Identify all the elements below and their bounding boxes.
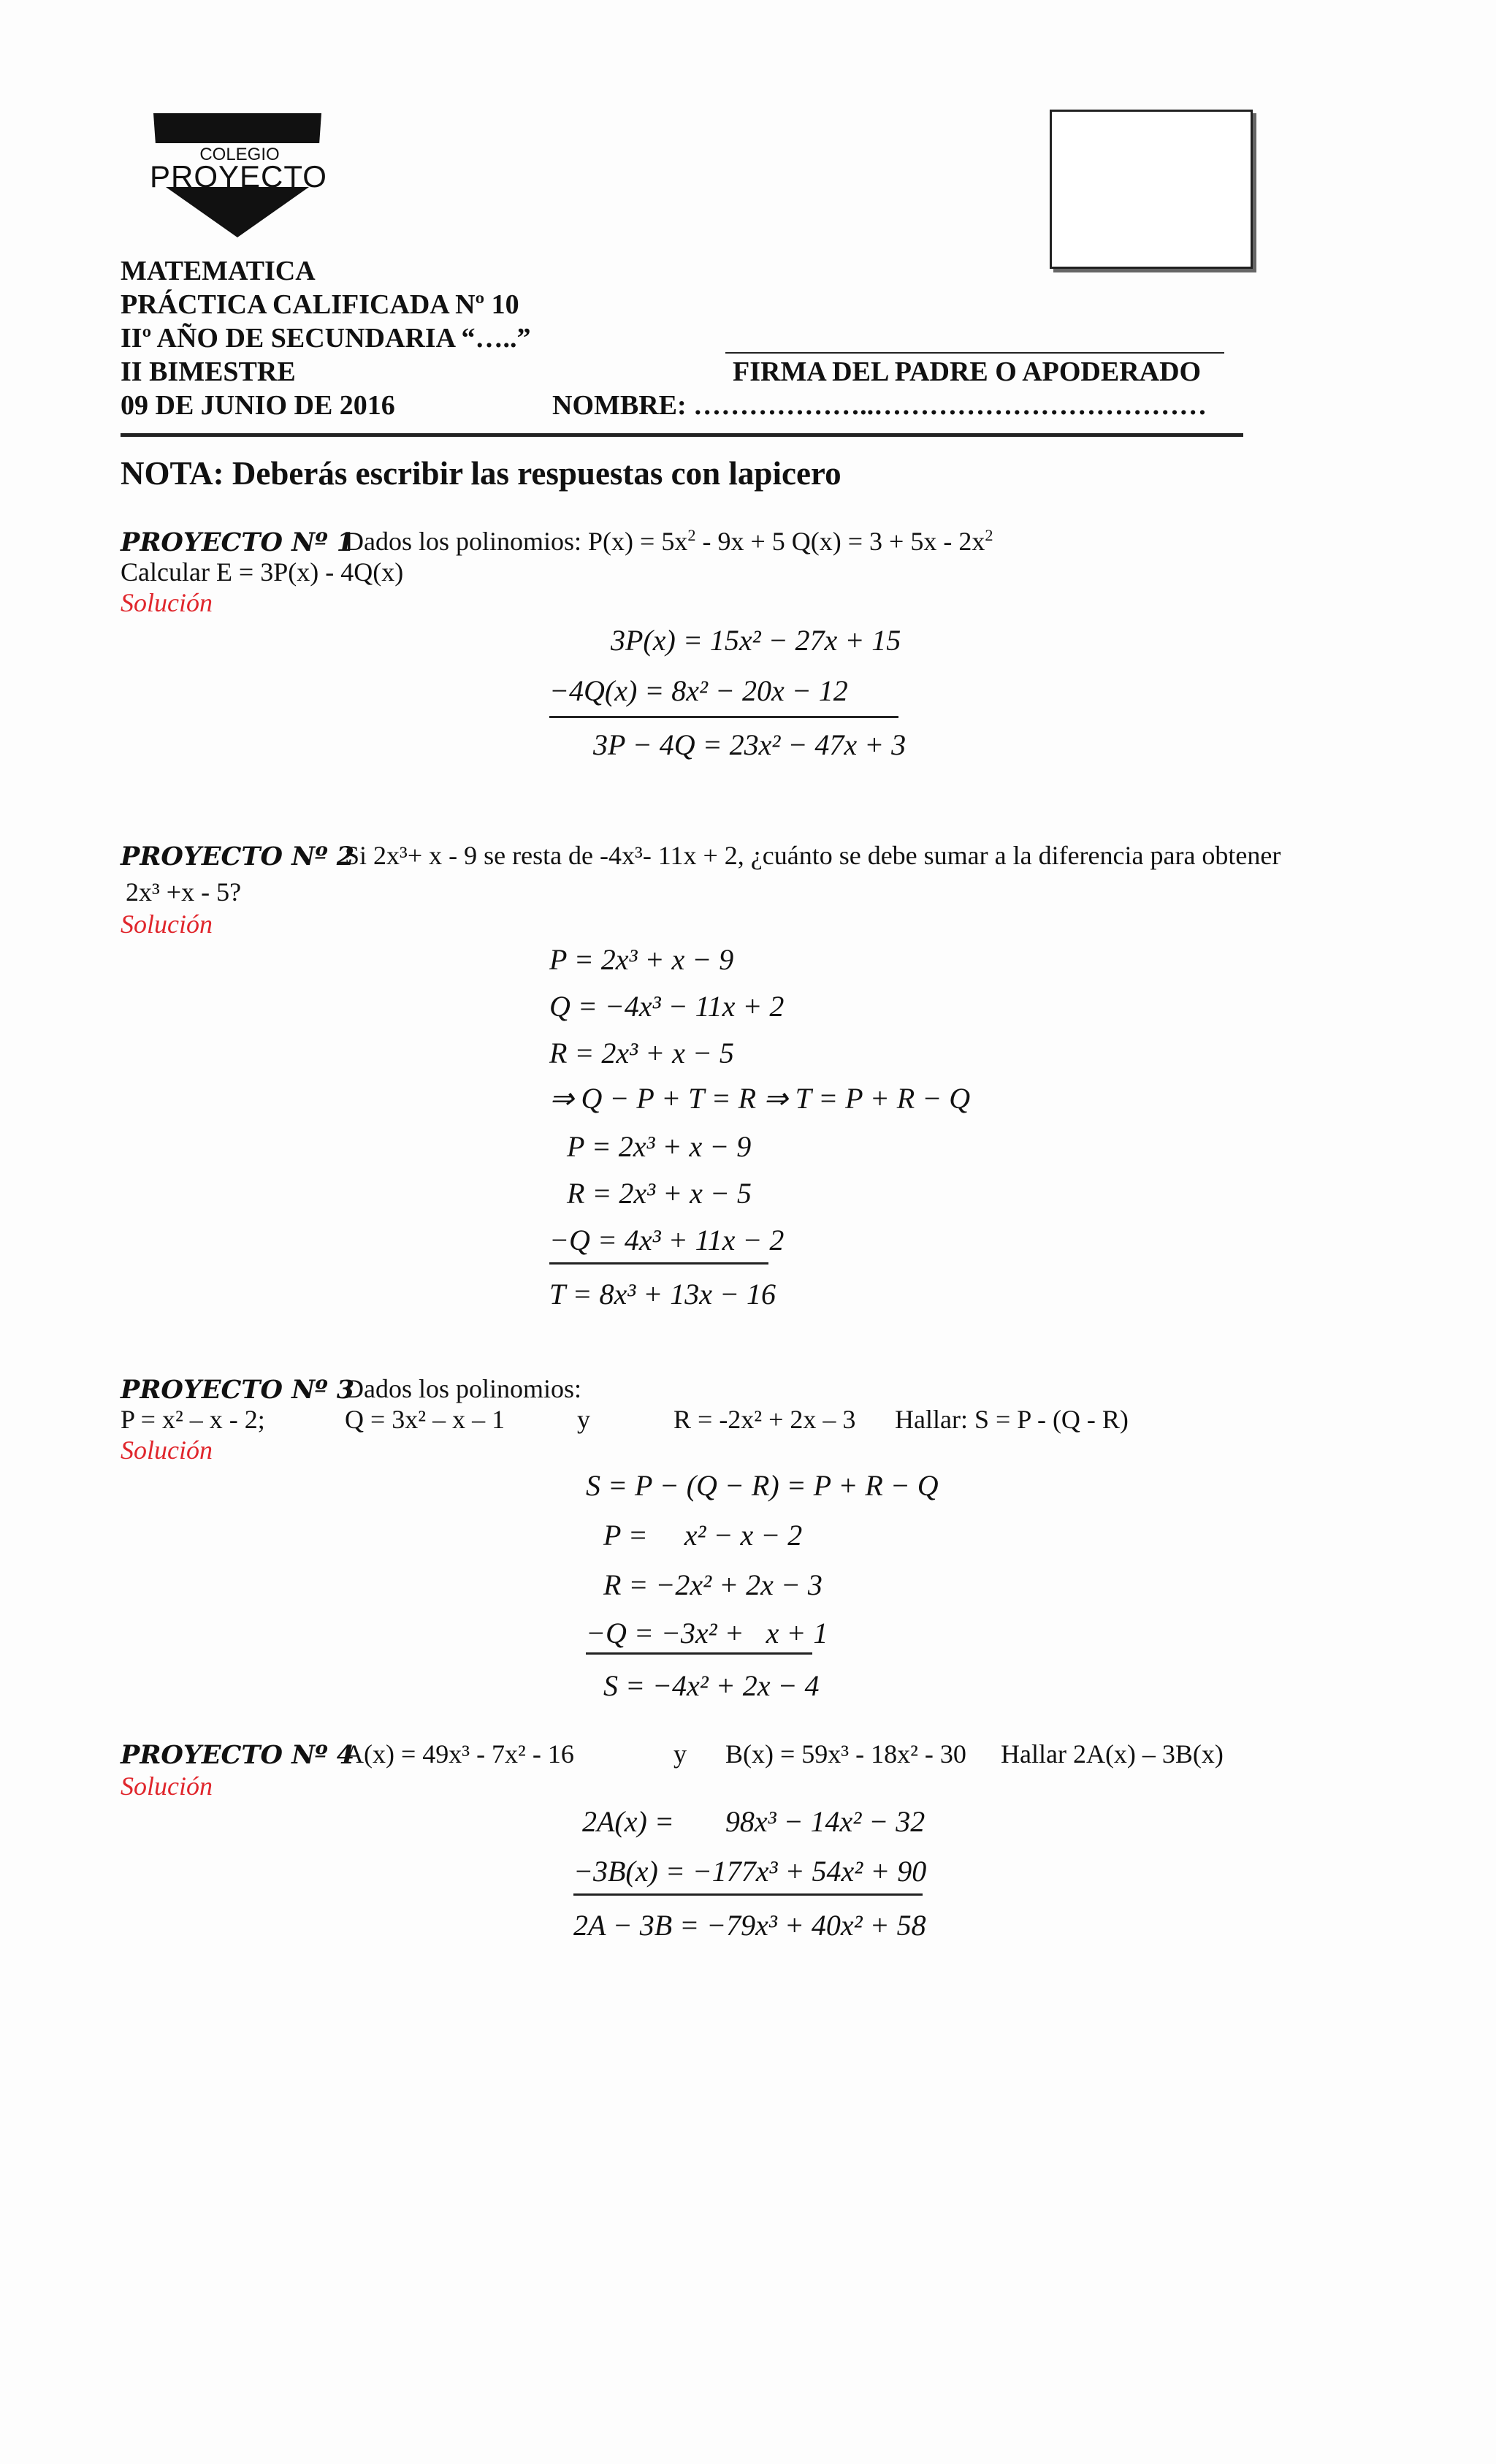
problem-3-solution-label: Solución (121, 1435, 213, 1465)
problem-3-poly-q: Q = 3x² – x – 1 (345, 1405, 505, 1434)
problem-3-statement: Dados los polinomios: (345, 1374, 582, 1403)
problem-2-target: 2x³ +x - 5? (126, 877, 242, 907)
p2-eq-7: −Q = 4x³ + 11x − 2 (549, 1224, 785, 1256)
problem-3-and: y (577, 1405, 590, 1434)
p1-sum-line (549, 716, 898, 718)
problem-4-poly-b: B(x) = 59x³ - 18x² - 30 (725, 1739, 966, 1769)
problem-2-statement: Si 2x³+ x - 9 se resta de -4x³- 11x + 2, ¿cuánto se debe sumar a la diferencia para obtener (345, 841, 1281, 870)
p3-eq-1: S = P − (Q − R) = P + R − Q (586, 1469, 939, 1502)
logo-main-text: PROYECTO (150, 159, 327, 194)
problem-3-label: PROYECTO Nº 3 (121, 1375, 355, 1405)
term: II BIMESTRE (121, 356, 296, 387)
problem-3-poly-p: P = x² – x - 2; (121, 1405, 265, 1434)
date: 09 DE JUNIO DE 2016 (121, 390, 395, 421)
problem-1-label: PROYECTO Nº 1 (121, 527, 355, 557)
problem-4-and: y (673, 1739, 687, 1769)
problem-2-solution-label: Solución (121, 909, 213, 939)
p1-exp-a: 2 (687, 526, 696, 544)
problem-1-statement (345, 526, 993, 557)
name-field[interactable]: NOMBRE: ………………..……………………………… (552, 390, 1207, 421)
grade-box (1050, 110, 1253, 269)
header-divider (121, 433, 1243, 437)
problem-1-solution-label: Solución (121, 588, 213, 617)
p1-eq-1: 3P(x) = 15x² − 27x + 15 (611, 624, 901, 657)
problem-1-task: Calcular E = 3P(x) - 4Q(x) (121, 557, 404, 587)
p4-eq-2: −3B(x) = −177x³ + 54x² + 90 (573, 1855, 927, 1888)
p3-eq-2: P = x² − x − 2 (603, 1519, 803, 1552)
problem-3-task: Hallar: S = P - (Q - R) (895, 1405, 1129, 1434)
p4-sum-line (573, 1893, 923, 1896)
p3-eq-4: −Q = −3x² + x + 1 (586, 1617, 828, 1649)
p2-eq-5: P = 2x³ + x − 9 (567, 1130, 752, 1163)
p2-eq-6: R = 2x³ + x − 5 (567, 1177, 752, 1210)
p2-eq-8: T = 8x³ + 13x − 16 (549, 1278, 776, 1311)
p3-eq-3: R = −2x² + 2x − 3 (603, 1568, 823, 1601)
problem-4-label: PROYECTO Nº 4 (121, 1740, 355, 1770)
p3-eq-5: S = −4x² + 2x − 4 (603, 1669, 820, 1702)
p2-eq-1: P = 2x³ + x − 9 (549, 943, 734, 976)
school-logo (150, 110, 325, 241)
p3-sum-line (586, 1652, 812, 1655)
problem-3-poly-r: R = -2x² + 2x – 3 (673, 1405, 856, 1434)
p2-eq-4: ⇒ Q − P + T = R ⇒ T = P + R − Q (549, 1082, 971, 1115)
problem-4-solution-label: Solución (121, 1771, 213, 1801)
signature-label: FIRMA DEL PADRE O APODERADO (733, 356, 1202, 387)
p1-eq-3: 3P − 4Q = 23x² − 47x + 3 (593, 728, 907, 761)
subject-title: MATEMATICA (121, 256, 316, 286)
p1-stmt-b: - 9x + 5 Q(x) = 3 + 5x - 2x (695, 527, 985, 556)
p1-eq-2: −4Q(x) = 8x² − 20x − 12 (549, 674, 848, 707)
nota-text: NOTA: Deberás escribir las respuestas con lapicero (121, 455, 842, 492)
p2-eq-2: Q = −4x³ − 11x + 2 (549, 990, 785, 1023)
practice-title: PRÁCTICA CALIFICADA Nº 10 (121, 289, 519, 320)
p1-exp-b: 2 (985, 526, 993, 544)
grade-level: IIº AÑO DE SECUNDARIA “…..” (121, 323, 531, 354)
p2-sum-line (549, 1262, 768, 1265)
problem-4-poly-a: A(x) = 49x³ - 7x² - 16 (345, 1739, 574, 1769)
p4-eq-1: 2A(x) = 98x³ − 14x² − 32 (582, 1805, 926, 1838)
p1-stmt-a: Dados los polinomios: P(x) = 5x (345, 527, 688, 556)
p2-eq-3: R = 2x³ + x − 5 (549, 1037, 734, 1069)
p4-eq-3: 2A − 3B = −79x³ + 40x² + 58 (573, 1909, 926, 1942)
logo-top-text: COLEGIO (199, 145, 280, 164)
problem-4-task: Hallar 2A(x) – 3B(x) (1001, 1739, 1224, 1769)
problem-2-label: PROYECTO Nº 2 (121, 842, 355, 871)
signature-line (725, 352, 1224, 354)
